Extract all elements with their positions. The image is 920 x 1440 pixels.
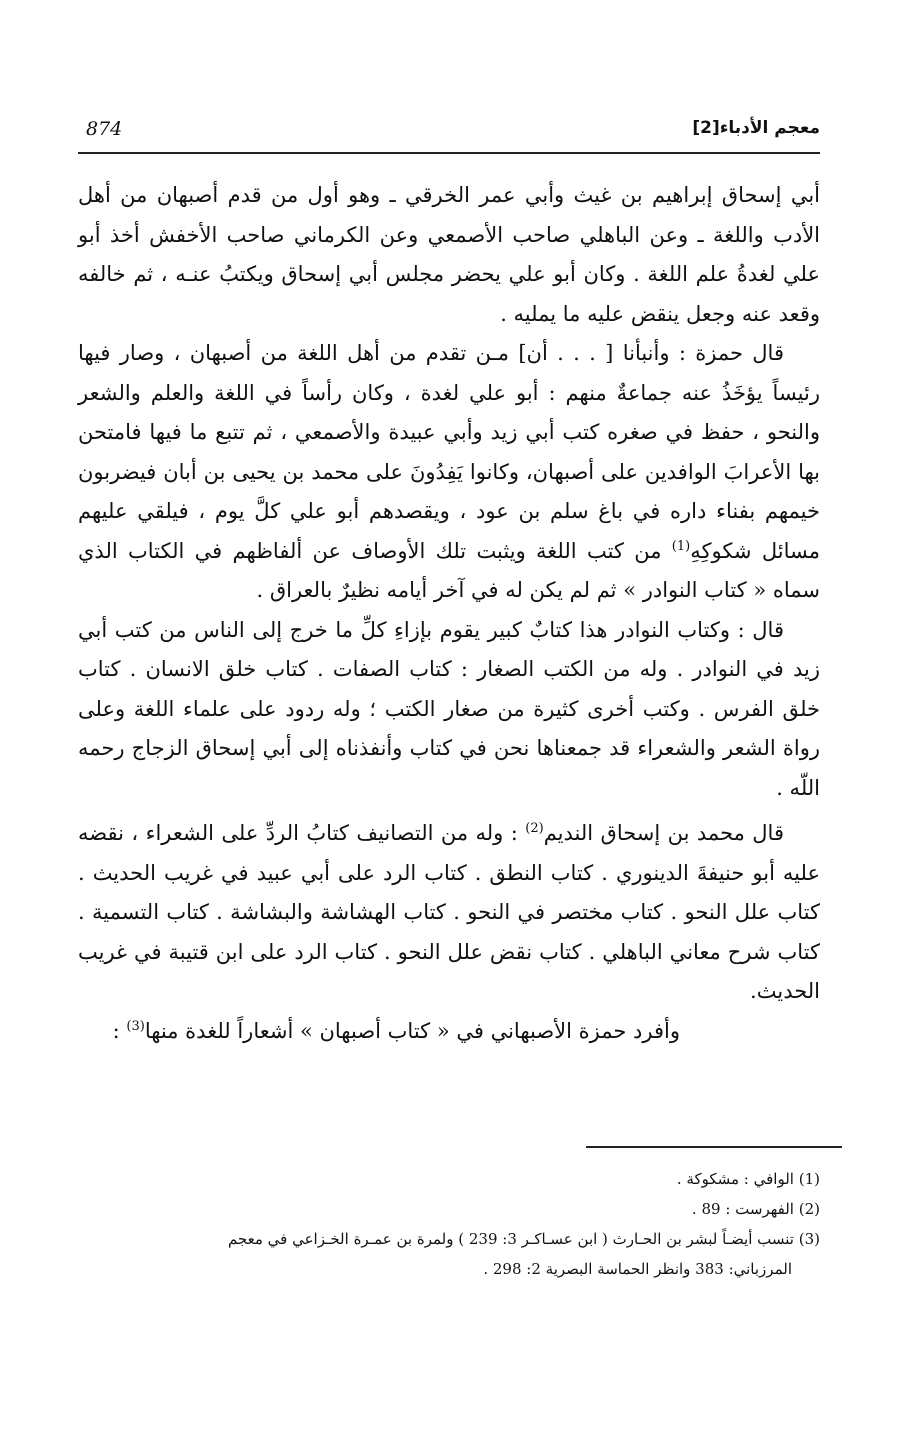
footnote-ref-3: (3) <box>126 1018 145 1034</box>
footnote-divider <box>586 1146 842 1148</box>
paragraph-5-part-1: وأفرد حمزة الأصبهاني في « كتاب أصبهان » أشعاراً للغدة منها <box>144 1018 680 1043</box>
footnote-1: (1) الوافي : مشكوكة . <box>676 1170 820 1188</box>
page-number: 874 <box>86 118 123 140</box>
footnote-3-line-2: المرزباني: 383 وانظر الحماسة البصرية 2: 298 . <box>483 1260 792 1278</box>
running-header <box>78 112 820 152</box>
paragraph-3: قال : وكتاب النوادر هذا كتابٌ كبير يقوم بإزاءِ كلِّ ما خرج إلى الناس من كتب أبي زيد في النوادر . وله من الكتب الصغار : كتاب الصفات . كتاب خلق الانسان . كتاب خلق الفرس . وكتب أخرى كثيرة من صغار الكتب ؛ وله ردود على علماء اللغة وعلى رواة الشعر والشعراء قد جمعناها نحن في كتاب وأنفذناه إلى أبي إسحاق الزجاج رحمه اللّه . <box>78 617 820 800</box>
paragraph-2 <box>78 334 820 611</box>
footnote-ref-1: (1) <box>671 538 691 554</box>
paragraph-2-part-2: من كتب اللغة ويثبت تلك الأوصاف عن ألفاظهم في الكتاب الذي سماه « كتاب النوادر » ثم لم يكن له في آخر أيامه نظيرٌ بالعراق . <box>78 538 820 602</box>
footnote-3-line-1: (3) تنسب أيضـاً لبشر بن الحـارث ( ابن عسـاكـر 3: 239 ) ولمرة بن عمـرة الخـزاعي في معجم <box>227 1230 820 1248</box>
book-title: معجم الأدباء[2] <box>692 118 820 138</box>
footnote-ref-2: (2) <box>525 821 544 836</box>
header-divider <box>78 152 820 154</box>
paragraph-1: أبي إسحاق إبراهيم بن غيث وأبي عمر الخرقي ـ وهو أول من قدم أصبهان من أهل الأدب واللغة ـ وعن الباهلي صاحب الأصمعي وعن الكرماني صاحب الأخفش أخذ أبو علي لغدةُ علم اللغة . وكان أبو علي يحضر مجلس أبي إسحاق ويكتبُ عنـه ، ثم خالفه وقعد عنه وجعل ينقض عليه ما يمليه . <box>78 183 820 326</box>
footnote-2: (2) الفهرست : 89 . <box>691 1200 820 1218</box>
paragraph-2-part-1: قال حمزة : وأنبأنا [ . . . أن] مـن تقدم من أهل اللغة من أصبهان ، وصار فيها رئيساً يؤخَذُ عنه جماعةٌ منهم : أبو علي لغدة ، وكان رأساً في اللغة والعلم والشعر والنحو ، حفظ في صغره كتب أبي زيد وأبي عبيدة والأصمعي ، ثم تتبع ما فيها فامتحن بها الأعرابَ الوافدين على أصبهان، وكانوا يَفِدُونَ على محمد بن يحيى بن أبان فيضربون خيمهم بفناء داره في باغ سلم بن عود ، ويقصدهم أبو علي كلَّ يوم ، فيلقي عليهم مسائل شكوكِهِ <box>78 341 820 563</box>
paragraph-4 <box>78 814 820 1012</box>
paragraph-5 <box>78 1012 820 1052</box>
main-text <box>78 176 820 1051</box>
paragraph-4-part-1: قال محمد بن إسحاق النديم <box>543 821 784 845</box>
footnotes <box>78 1164 820 1284</box>
paragraph-5-part-2: : <box>112 1018 127 1043</box>
paragraph-4-part-2: : وله من التصانيف كتابُ الردِّ على الشعراء ، نقضه عليه أبو حنيفةَ الدينوري . كتاب النطق . كتاب الرد على أبي عبيد في غريب الحديث . كتاب علل النحو . كتاب مختصر في النحو . كتاب الهشاشة والبشاشة . كتاب التسمية . كتاب شرح معاني الباهلي . كتاب نقض علل النحو . كتاب الرد على ابن قتيبة في غريب الحديث. <box>78 821 820 1003</box>
